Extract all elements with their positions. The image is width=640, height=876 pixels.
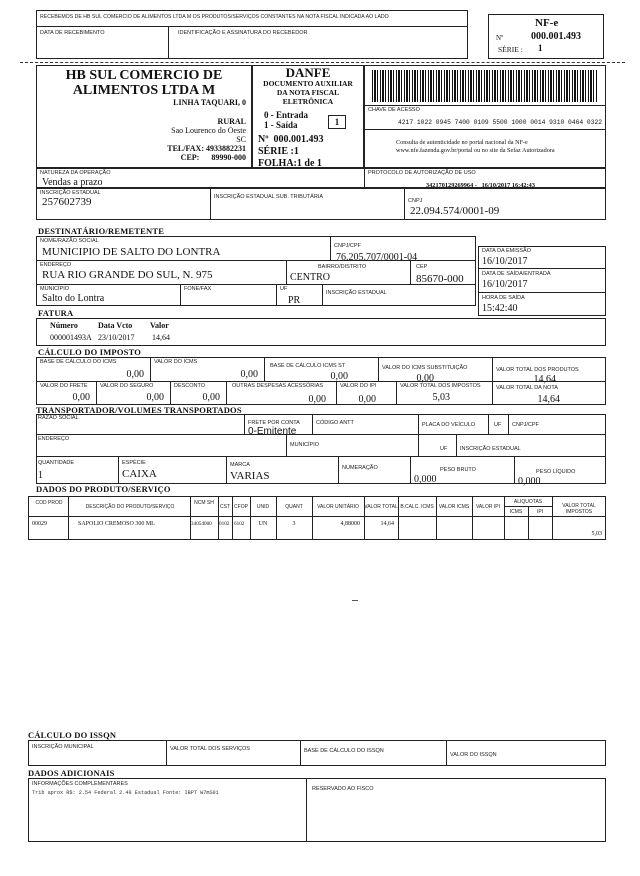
recipient-phone-label: FONE/FAX — [184, 286, 212, 292]
issue-date-label: DATA DA EMISSÃO — [482, 248, 532, 254]
invoice-due-header: Data Vcto — [98, 321, 133, 330]
cnpj-label: CNPJ — [408, 198, 423, 204]
ipi-value: 0,00 — [358, 394, 376, 405]
danfe-page: FOLHA:1 de 1 — [258, 158, 322, 169]
recipient-ie-label: INSCRIÇÃO ESTADUAL — [326, 290, 387, 296]
icms-base-label: BASE DE CÁLCULO DO ICMS — [40, 359, 117, 365]
carrier-ie-label: INSCRIÇÃO ESTADUAL — [460, 446, 521, 452]
recipient-cep: 85670-000 — [416, 273, 464, 285]
insurance-value: 0,00 — [146, 392, 164, 403]
complementary-info: Trib aprox R$: 2.54 Federal 2.49 Estadual Fonte: IBPT W7mS01 — [32, 790, 219, 796]
recipient-name-label: NOME/RAZÃO SOCIAL — [40, 238, 99, 244]
invoice-total-label: VALOR TOTAL DA NOTA — [496, 385, 558, 391]
issuer-address-3: Sao Lourenco do Oeste — [171, 126, 246, 135]
operation-value: Vendas a prazo — [42, 177, 103, 188]
carrier-city-label: MUNICÍPIO — [290, 442, 320, 448]
recipient-section-title: DESTINATÁRIO/REMETENTE — [38, 226, 165, 236]
exit-date: 16/10/2017 — [482, 279, 528, 290]
receipt-date-label: DATA DE RECEBIMENTO — [40, 30, 105, 36]
discount-label: DESCONTO — [174, 383, 206, 389]
col-total: VALOR TOTAL — [364, 504, 398, 510]
receipt-nfe-prefix: Nº — [496, 34, 504, 42]
recipient-district: CENTRO — [290, 272, 330, 283]
row-cst: 0102 — [219, 521, 230, 527]
col-ipi-value: VALOR IPI — [475, 504, 501, 510]
fisco-reserved-label: RESERVADO AO FISCO — [312, 786, 374, 792]
brand-label: MARCA — [230, 462, 250, 468]
icms-st-value: 0,00 — [416, 373, 434, 384]
exit-time: 15:42:40 — [482, 303, 518, 314]
issqn-section-title: CÁLCULO DO ISSQN — [28, 730, 117, 740]
invoice-value: 14,64 — [152, 333, 170, 342]
registration-row — [36, 188, 606, 220]
discount-value: 0,00 — [202, 392, 220, 403]
state-registration-value: 257602739 — [42, 196, 92, 208]
row-unit-price: 4,88000 — [340, 521, 360, 527]
receipt-serie-label: SÉRIE : — [498, 45, 523, 54]
transport-section-title: TRANSPORTADOR/VOLUMES TRANSPORTADOS — [36, 405, 242, 415]
invoice-value-header: Valor — [150, 321, 169, 330]
row-code: 00029 — [32, 521, 47, 527]
freight-mode-label: FRETE POR CONTA — [248, 420, 300, 426]
barcode — [372, 70, 598, 102]
protocol-value: 342170129269964 - 16/10/2017 16:42:43 — [426, 182, 535, 189]
col-taxes-total: VALOR TOTAL IMPOSTOS — [562, 503, 596, 515]
carrier-uf-label: UF — [440, 446, 448, 452]
row-taxes-total: 5,03 — [591, 531, 602, 537]
scan-mark — [352, 600, 358, 601]
icms-st-base-label: BASE DE CÁLCULO ICMS ST — [270, 363, 346, 369]
plate-uf-label: UF — [494, 422, 502, 428]
issuer-cep: CEP: 89990-000 — [180, 153, 246, 162]
gross-weight-label: PESO BRUTO — [440, 467, 476, 473]
receipt-nfe-title: NF-e — [535, 17, 559, 29]
municipal-registration-label: INSCRIÇÃO MUNICIPAL — [32, 744, 94, 750]
issue-date: 16/10/2017 — [482, 256, 528, 267]
issuer-address-1: LINHA TAQUARI, 0 — [173, 98, 246, 107]
services-total-label: VALOR TOTAL DOS SERVIÇOS — [170, 746, 250, 752]
receipt-serie: 1 — [538, 43, 543, 53]
state-registration-st-label: INSCRIÇÃO ESTADUAL SUB. TRIBUTÁRIA — [214, 194, 324, 200]
exit-time-label: HORA DE SAÍDA — [482, 295, 525, 301]
species-label: ESPÉCIE — [122, 460, 146, 466]
recipient-uf: PR — [288, 295, 301, 306]
recipient-cnpj: 76.205.707/0001-04 — [336, 252, 418, 263]
row-ncm: 34054000 — [191, 521, 212, 527]
other-expenses-label: OUTRAS DESPESAS ACESSÓRIAS — [232, 383, 324, 389]
antt-label: CÓDIGO ANTT — [316, 420, 354, 426]
danfe-entrada: 0 - Entrada — [264, 110, 309, 120]
receipt-nfe-number: 000.001.493 — [531, 31, 581, 42]
recipient-address: RUA RIO GRANDE DO SUL, N. 975 — [42, 269, 213, 281]
col-unit: UNID — [256, 504, 270, 510]
complementary-info-label: INFORMAÇÕES COMPLEMENTARES — [32, 781, 128, 787]
danfe-title: DANFE — [285, 65, 331, 80]
icms-base: 0,00 — [126, 369, 144, 380]
invoice-number: 000001493A — [50, 333, 92, 342]
recipient-cnpj-label: CNPJ/CPF — [334, 243, 361, 249]
issuer-phone: TEL/FAX: 4933882231 — [167, 144, 246, 153]
cut-line — [20, 62, 625, 63]
numbering-label: NUMERAÇÃO — [342, 465, 378, 471]
row-quantity: 3 — [292, 521, 296, 527]
danfe-serie: SÉRIE :1 — [258, 146, 299, 157]
col-description: DESCRIÇÃO DO PRODUTO/SERVIÇO — [85, 504, 175, 510]
row-total: 14,64 — [380, 521, 394, 527]
insurance-label: VALOR DO SEGURO — [100, 383, 154, 389]
recipient-address-label: ENDEREÇO — [40, 262, 72, 268]
recipient-uf-label: UF — [280, 286, 288, 292]
danfe-subtitle: DOCUMENTO AUXILIAR DA NOTA FISCAL ELETRÔNICA — [263, 79, 353, 106]
recipient-cep-label: CEP — [416, 264, 428, 270]
tax-section-title: CÁLCULO DO IMPOSTO — [38, 347, 142, 357]
additional-section-title: DADOS ADICIONAIS — [28, 768, 115, 778]
invoice-section-title: FATURA — [38, 308, 74, 318]
col-quantity: QUANT — [285, 504, 303, 510]
recipient-name: MUNICIPIO DE SALTO DO LONTRA — [42, 246, 221, 258]
access-key-label: CHAVE DE ACESSO — [368, 107, 420, 113]
col-rates: ALIQUOTAS — [513, 499, 543, 505]
col-cst: CST — [220, 504, 230, 510]
quantity-value: 1 — [38, 470, 43, 481]
recipient-city: Salto do Lontra — [42, 293, 105, 304]
row-unit: UN — [258, 521, 268, 527]
total-taxes-label: VALOR TOTAL DOS IMPOSTOS — [400, 383, 481, 389]
net-weight: 0,000 — [518, 476, 541, 487]
issuer-address-4: SC — [236, 135, 246, 144]
invoice-total: 14,64 — [537, 394, 560, 405]
net-weight-label: PESO LÍQUIDO — [536, 469, 576, 475]
operation-label: NATUREZA DA OPERAÇÃO — [40, 170, 111, 176]
gross-weight: 0,000 — [414, 474, 437, 485]
recipient-city-label: MUNICÍPIO — [40, 286, 70, 292]
col-ncm: NCM SH — [194, 500, 214, 506]
icms-value-label: VALOR DO ICMS — [154, 359, 198, 365]
carrier-cnpj-label: CNPJ/CPF — [512, 422, 539, 428]
recipient-district-label: BAIRRO/DISTRITO — [318, 264, 367, 270]
col-rate-icms: ICMS — [509, 509, 523, 515]
issuer-name: HB SUL COMERCIO DE ALIMENTOS LTDA M — [65, 68, 223, 98]
brand-value: VARIAS — [230, 470, 270, 482]
state-registration-label: INSCRIÇÃO ESTADUAL — [40, 190, 101, 196]
danfe-saida: 1 - Saída — [264, 120, 298, 130]
ipi-label: VALOR DO IPI — [340, 383, 377, 389]
invoice-number-header: Número — [50, 321, 78, 330]
icms-st-value-label: VALOR DO ICMS SUBSTITUIÇÃO — [382, 365, 468, 371]
danfe-number: Nº 000.001.493 — [258, 134, 324, 145]
cnpj-value: 22.094.574/0001-09 — [410, 205, 500, 217]
freight-mode: 0-Emitente — [248, 426, 297, 437]
receipt-declaration: RECEBEMOS DE HB SUL COMERCIO DE ALIMENTOS LTDA M OS PRODUTOS/SERVIÇOS CONSTANTES NA NOTA FISCAL INDICADA AO LADO — [40, 14, 389, 20]
products-section-title: DADOS DO PRODUTO/SERVIÇO — [36, 484, 171, 494]
products-total: 14,64 — [533, 374, 556, 385]
freight-value: 0,00 — [72, 392, 90, 403]
authenticity-note: Consulta de autenticidade no portal nacional da NF-e www.nfe.fazenda.gov.br/portal ou no site da Sefaz Autorizadora — [396, 139, 555, 154]
col-code: COD PROD — [35, 500, 63, 506]
col-icms-base: B.CALC. ICMS — [400, 504, 434, 510]
other-expenses-value: 0,00 — [308, 394, 326, 405]
col-rate-ipi: IPI — [536, 509, 544, 515]
danfe-type: 1 — [334, 117, 340, 127]
quantity-label: QUANTIDADE — [38, 460, 75, 466]
row-description: SAPOLIO CREMOSO 300 ML — [78, 521, 155, 527]
invoice-due: 23/10/2017 — [98, 333, 135, 342]
carrier-name-label: RAZÃO SOCIAL — [38, 415, 79, 421]
issqn-value-label: VALOR DO ISSQN — [450, 752, 497, 758]
issqn-base-label: BASE DE CÁLCULO DO ISSQN — [304, 748, 384, 754]
plate-label: PLACA DO VEÍCULO — [422, 422, 476, 428]
exit-date-label: DATA DE SAÍDA/ENTRADA — [482, 271, 551, 277]
total-taxes-value: 5,03 — [432, 392, 450, 403]
col-cfop: CFOP — [234, 504, 248, 510]
col-icms-value: VALOR ICMS — [438, 504, 470, 510]
row-cfop: 6102 — [234, 521, 245, 527]
carrier-address-label: ENDEREÇO — [38, 436, 70, 442]
receipt-signature-label: IDENTIFICAÇÃO E ASSINATURA DO RECEBEDOR — [178, 30, 308, 36]
icms-value: 0,00 — [240, 369, 258, 380]
issuer-address-2: RURAL — [217, 117, 246, 126]
access-key-value: 4217 1022 0945 7400 0109 5500 1000 0014 9310 0464 0322 — [398, 119, 603, 126]
col-unit-price: VALOR UNITÁRIO — [317, 504, 359, 510]
products-total-label: VALOR TOTAL DOS PRODUTOS — [496, 367, 579, 373]
icms-st-base: 0,00 — [330, 371, 348, 382]
protocol-label: PROTOCOLO DE AUTORIZAÇÃO DE USO — [368, 170, 476, 176]
freight-label: VALOR DO FRETE — [40, 383, 88, 389]
species-value: CAIXA — [122, 468, 157, 480]
